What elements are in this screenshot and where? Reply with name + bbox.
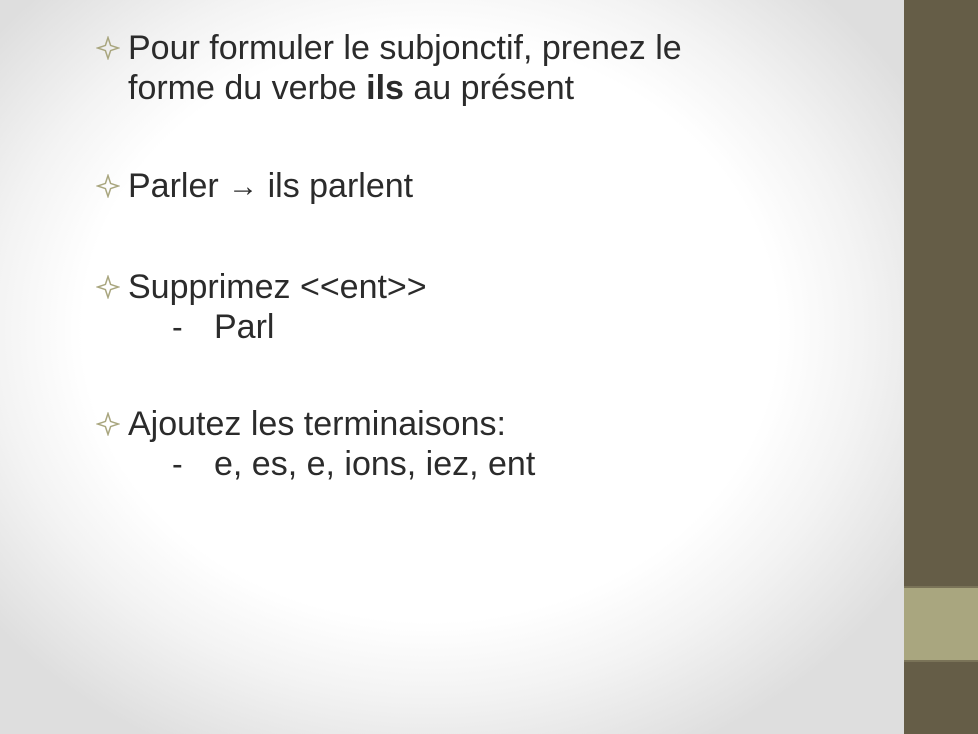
slide-content xyxy=(96,28,886,484)
bullet-remove-ending xyxy=(96,267,886,347)
bullet-text xyxy=(128,404,886,484)
four-point-star-icon xyxy=(96,267,128,307)
bullet-line-2-prefix: forme du verbe xyxy=(128,69,367,107)
dash-marker: - xyxy=(172,446,183,482)
stem-text: Parl xyxy=(214,308,275,346)
sidebar-divider xyxy=(904,660,978,662)
parler-line xyxy=(128,166,886,208)
bullet-text xyxy=(128,28,886,108)
bullet-text xyxy=(128,267,886,347)
bullet-line-1: Pour formuler le subjonctif, prenez le xyxy=(128,29,682,67)
bullet-line-2-suffix: au présent xyxy=(403,69,575,107)
bullet-text xyxy=(128,166,886,208)
parler-prefix: Parler xyxy=(128,167,229,205)
four-point-star-icon xyxy=(96,166,128,206)
add-endings-text: Ajoutez les terminaisons: xyxy=(128,405,506,443)
arrow-right-icon: → xyxy=(228,170,259,203)
bullet-line-2 xyxy=(128,68,886,108)
right-sidebar xyxy=(904,0,978,734)
four-point-star-icon xyxy=(96,28,128,68)
parler-suffix: ils parlent xyxy=(258,167,414,205)
dash-marker: - xyxy=(172,309,183,345)
bullet-parler-example xyxy=(96,166,886,208)
bold-pronoun: ils xyxy=(366,69,404,107)
remove-ending-text: Supprimez <<ent>> xyxy=(128,268,427,306)
bullet-add-endings xyxy=(96,404,886,484)
endings-text: e, es, e, ions, iez, ent xyxy=(214,445,536,483)
four-point-star-icon xyxy=(96,404,128,444)
sub-bullet-stem xyxy=(172,307,886,347)
sub-bullet-endings xyxy=(172,444,886,484)
sidebar-accent-block xyxy=(904,588,978,660)
bullet-subjunctive-rule xyxy=(96,28,886,108)
